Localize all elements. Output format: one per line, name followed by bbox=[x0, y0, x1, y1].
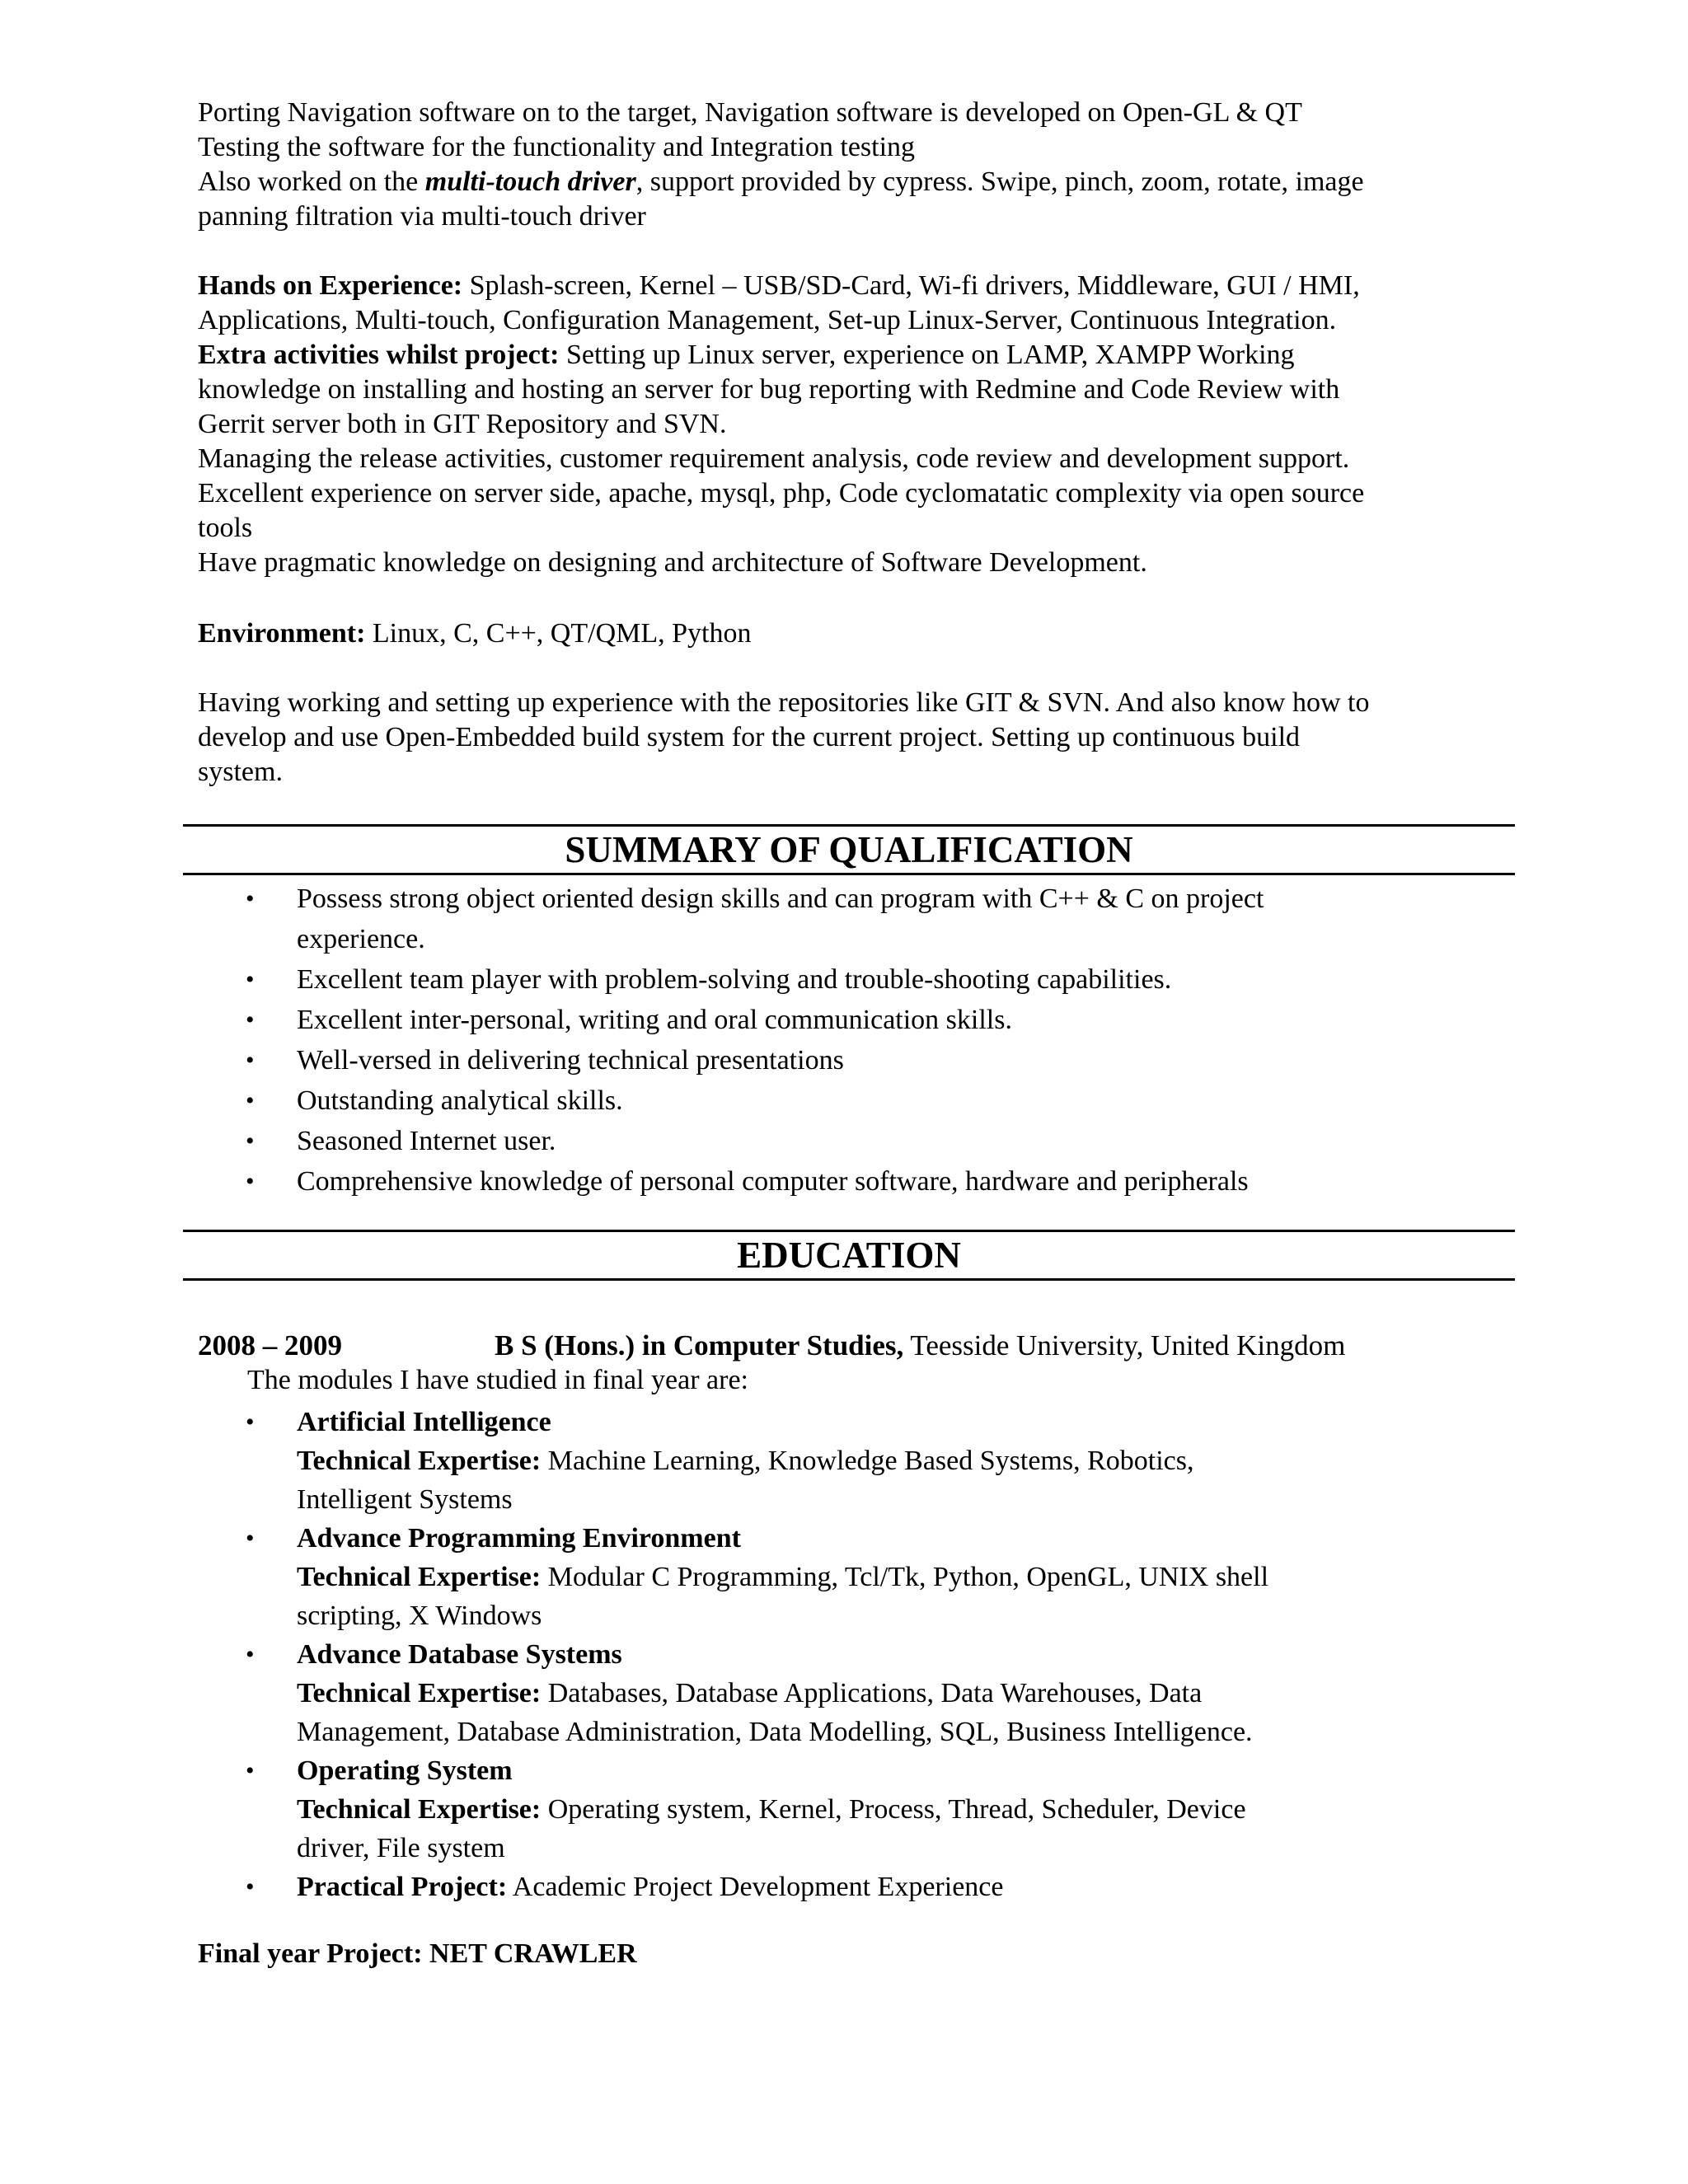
hands-on-label: Hands on Experience: bbox=[198, 270, 470, 301]
bullet-icon: • bbox=[246, 1641, 255, 1668]
final-project-line bbox=[198, 1937, 1517, 1971]
summary-text: Outstanding analytical skills. bbox=[297, 1085, 623, 1116]
module-title: Artificial Intelligence bbox=[297, 1407, 551, 1437]
practical-value: Academic Project Development Experience bbox=[507, 1872, 1004, 1902]
bullet-icon: • bbox=[246, 1006, 255, 1033]
degree-years: 2008 – 2009 bbox=[198, 1329, 342, 1361]
expertise-text: Modular C Programming, Tcl/Tk, Python, OpenGL, UNIX shell bbox=[547, 1562, 1269, 1592]
intro-line: Testing the software for the functionality and Integration testing bbox=[198, 132, 916, 162]
module-item bbox=[246, 1403, 1531, 1519]
summary-text: experience. bbox=[297, 924, 425, 954]
hands-on-text: Splash-screen, Kernel – USB/SD-Card, Wi-fi drivers, Middleware, GUI / HMI, bbox=[469, 270, 1360, 301]
extra-line: Gerrit server both in GIT Repository and SVN. bbox=[198, 409, 727, 439]
extra-line: Excellent experience on server side, apache, mysql, php, Code cyclomatatic complexity via open source bbox=[198, 478, 1365, 509]
intro-text: , support provided by cypress. Swipe, pinch, zoom, rotate, image bbox=[635, 166, 1364, 197]
expertise-text: Operating system, Kernel, Process, Thread, Scheduler, Device bbox=[547, 1794, 1246, 1825]
experience-section bbox=[198, 269, 1517, 580]
bullet-icon: • bbox=[246, 966, 255, 993]
expertise-label: Technical Expertise: bbox=[297, 1562, 548, 1592]
intro-text: Also worked on the bbox=[198, 166, 425, 197]
expertise-text: Databases, Database Applications, Data Warehouses, Data bbox=[547, 1678, 1203, 1708]
section-rule-top bbox=[183, 824, 1515, 827]
section-rule-top bbox=[183, 1230, 1515, 1232]
practical-label: Practical Project: bbox=[297, 1872, 508, 1902]
module-title: Operating System bbox=[297, 1755, 513, 1786]
bullet-icon: • bbox=[246, 1127, 255, 1155]
modules-intro: The modules I have studied in final year are: bbox=[247, 1365, 748, 1395]
module-expertise bbox=[297, 1441, 1531, 1480]
repos-line: Having working and setting up experience with the repositories like GIT & SVN. And also know how to bbox=[198, 687, 1370, 718]
bullet-icon: • bbox=[246, 1047, 255, 1074]
expertise-label: Technical Expertise: bbox=[297, 1678, 548, 1708]
module-item bbox=[246, 1751, 1531, 1868]
summary-item bbox=[246, 879, 1531, 959]
module-title: Advance Programming Environment bbox=[297, 1523, 741, 1554]
bullet-icon: • bbox=[246, 1168, 255, 1195]
extra-line: tools bbox=[198, 513, 253, 543]
bullet-icon: • bbox=[246, 885, 255, 912]
extra-label: Extra activities whilst project: bbox=[198, 340, 566, 370]
module-item bbox=[246, 1868, 1531, 1906]
bullet-icon: • bbox=[246, 1087, 255, 1114]
expertise-text: Intelligent Systems bbox=[297, 1484, 513, 1515]
expertise-label: Technical Expertise: bbox=[297, 1794, 548, 1825]
summary-heading: SUMMARY OF QUALIFICATION bbox=[565, 829, 1133, 870]
expertise-text: driver, File system bbox=[297, 1833, 505, 1863]
extra-line: knowledge on installing and hosting an server for bug reporting with Redmine and Code Review with bbox=[198, 374, 1340, 405]
summary-text: Seasoned Internet user. bbox=[297, 1126, 556, 1156]
degree-line bbox=[198, 1329, 1550, 1363]
intro-line: panning filtration via multi-touch driver bbox=[198, 201, 646, 232]
summary-list bbox=[246, 879, 1531, 1202]
degree-title: B S (Hons.) in Computer Studies, bbox=[495, 1329, 904, 1361]
multi-touch-emphasis: multi-touch driver bbox=[424, 166, 636, 197]
expertise-label: Technical Expertise: bbox=[297, 1446, 548, 1476]
summary-item bbox=[246, 1040, 1531, 1080]
bullet-icon: • bbox=[246, 1525, 255, 1552]
extra-line: Have pragmatic knowledge on designing and architecture of Software Development. bbox=[198, 547, 1147, 578]
final-project-value: NET CRAWLER bbox=[429, 1938, 637, 1969]
hands-on-line: Applications, Multi-touch, Configuration Management, Set-up Linux-Server, Continuous Integration. bbox=[198, 305, 1337, 335]
summary-item bbox=[246, 1080, 1531, 1121]
module-title: Advance Database Systems bbox=[297, 1639, 622, 1670]
summary-item bbox=[246, 1000, 1531, 1040]
module-item bbox=[246, 1519, 1531, 1635]
intro-line bbox=[198, 165, 1517, 199]
summary-item bbox=[246, 959, 1531, 1000]
bullet-icon: • bbox=[246, 1408, 255, 1436]
summary-item bbox=[246, 1121, 1531, 1161]
module-expertise bbox=[297, 1674, 1531, 1713]
repos-line: system. bbox=[198, 757, 283, 787]
module-expertise bbox=[297, 1790, 1531, 1829]
expertise-text: Machine Learning, Knowledge Based Systems, Robotics, bbox=[547, 1446, 1194, 1476]
extra-line: Managing the release activities, customer requirement analysis, code review and development support. bbox=[198, 443, 1350, 474]
environment-line bbox=[198, 616, 1517, 651]
summary-text: Excellent inter-personal, writing and oral communication skills. bbox=[297, 1005, 1012, 1035]
intro-line: Porting Navigation software on to the target, Navigation software is developed on Open-GL & QT bbox=[198, 97, 1302, 128]
expertise-text: scripting, X Windows bbox=[297, 1601, 542, 1631]
extra-text: Setting up Linux server, experience on LAMP, XAMPP Working bbox=[565, 340, 1295, 370]
final-project-label: Final year Project: bbox=[198, 1938, 430, 1969]
environment-section bbox=[198, 616, 1517, 651]
education-heading: EDUCATION bbox=[737, 1235, 961, 1276]
environment-value: Linux, C, C++, QT/QML, Python bbox=[372, 618, 752, 649]
environment-label: Environment: bbox=[198, 618, 373, 649]
summary-item bbox=[246, 1161, 1531, 1202]
final-project-section bbox=[198, 1937, 1517, 1971]
degree-section bbox=[198, 1329, 1550, 1398]
bullet-icon: • bbox=[246, 1873, 255, 1900]
degree-institution: Teesside University, United Kingdom bbox=[903, 1329, 1346, 1361]
summary-text: Possess strong object oriented design skills and can program with C++ & C on project bbox=[297, 883, 1264, 914]
summary-text: Well-versed in delivering technical presentations bbox=[297, 1045, 844, 1076]
bullet-icon: • bbox=[246, 1757, 255, 1784]
expertise-text: Management, Database Administration, Data Modelling, SQL, Business Intelligence. bbox=[297, 1717, 1253, 1747]
repos-line: develop and use Open-Embedded build system for the current project. Setting up continuous build bbox=[198, 722, 1301, 752]
hands-on-line bbox=[198, 269, 1517, 303]
intro-section bbox=[198, 96, 1517, 234]
modules-list bbox=[246, 1403, 1531, 1906]
extra-line bbox=[198, 338, 1517, 373]
summary-text: Comprehensive knowledge of personal computer software, hardware and peripherals bbox=[297, 1166, 1249, 1197]
summary-text: Excellent team player with problem-solving and trouble-shooting capabilities. bbox=[297, 964, 1172, 995]
repos-section bbox=[198, 686, 1517, 790]
section-rule-bottom bbox=[183, 873, 1515, 875]
module-expertise bbox=[297, 1558, 1531, 1596]
section-rule-bottom bbox=[183, 1278, 1515, 1281]
module-item bbox=[246, 1635, 1531, 1751]
